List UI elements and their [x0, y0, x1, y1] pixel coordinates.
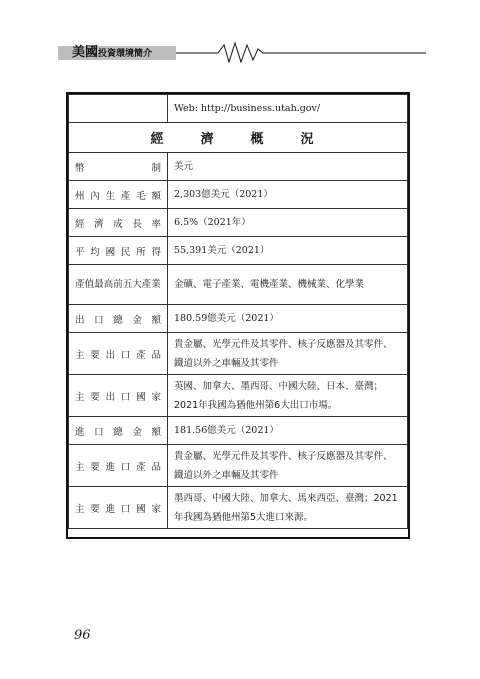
row-value: 墨西哥、中國大陸、加拿大、馬來西亞、臺灣；2021年我國為猶他州第5大進口來源。	[168, 487, 408, 529]
row-value: 英國、加拿大、墨西哥、中國大陸、日本、臺灣；2021年我國為猶他州第6大出口市場。	[168, 375, 408, 417]
table-row	[69, 153, 408, 181]
row-value: 2,303億美元（2021）	[168, 181, 408, 209]
web-link-text: Web: http://business.utah.gov/	[168, 95, 408, 123]
row-label: 幣 制	[69, 153, 168, 181]
row-value: 貴金屬、光學元件及其零件、核子反應器及其零件、鐵道以外之車輛及其零件	[168, 333, 408, 375]
row-label: 州內生產毛額	[69, 181, 168, 209]
header-title-main: 美國	[72, 45, 99, 60]
row-label: 出口總金額	[69, 305, 168, 333]
economy-table-frame	[66, 92, 410, 539]
row-value: 55,391美元（2021）	[168, 237, 408, 265]
table-row	[69, 487, 408, 529]
row-label: 主要進口產品	[69, 445, 168, 487]
row-value: 180.59億美元（2021）	[168, 305, 408, 333]
table-row	[69, 265, 408, 305]
page-number: 96	[74, 628, 91, 643]
table-row-heading	[69, 123, 408, 153]
header-heartbeat-line	[58, 40, 426, 68]
economy-table	[68, 94, 408, 529]
row-value: 181.56億美元（2021）	[168, 417, 408, 445]
row-label: 經濟成長率	[69, 209, 168, 237]
table-row-web	[69, 95, 408, 123]
web-empty-cell	[69, 95, 168, 123]
row-value: 美元	[168, 153, 408, 181]
table-row	[69, 445, 408, 487]
row-label: 主要出口產品	[69, 333, 168, 375]
table-row	[69, 305, 408, 333]
row-label: 主要進口國家	[69, 487, 168, 529]
table-row	[69, 375, 408, 417]
row-value: 貴金屬、光學元件及其零件、核子反應器及其零件、鐵道以外之車輛及其零件	[168, 445, 408, 487]
row-value: 6.5%（2021年）	[168, 209, 408, 237]
table-row	[69, 181, 408, 209]
section-heading: 經 濟 概 況	[69, 123, 408, 153]
row-label: 平均國民所得	[69, 237, 168, 265]
row-label: 進口總金額	[69, 417, 168, 445]
table-row	[69, 333, 408, 375]
row-value: 金礦、電子產業、電機產業、機械業、化學業	[168, 265, 408, 305]
table-row	[69, 209, 408, 237]
row-label: 主要出口國家	[69, 375, 168, 417]
running-header	[58, 40, 426, 68]
table-row	[69, 417, 408, 445]
row-label: 產值最高前五大產業	[69, 265, 168, 305]
header-title-sub: 投資環境簡介	[98, 49, 153, 59]
table-row	[69, 237, 408, 265]
